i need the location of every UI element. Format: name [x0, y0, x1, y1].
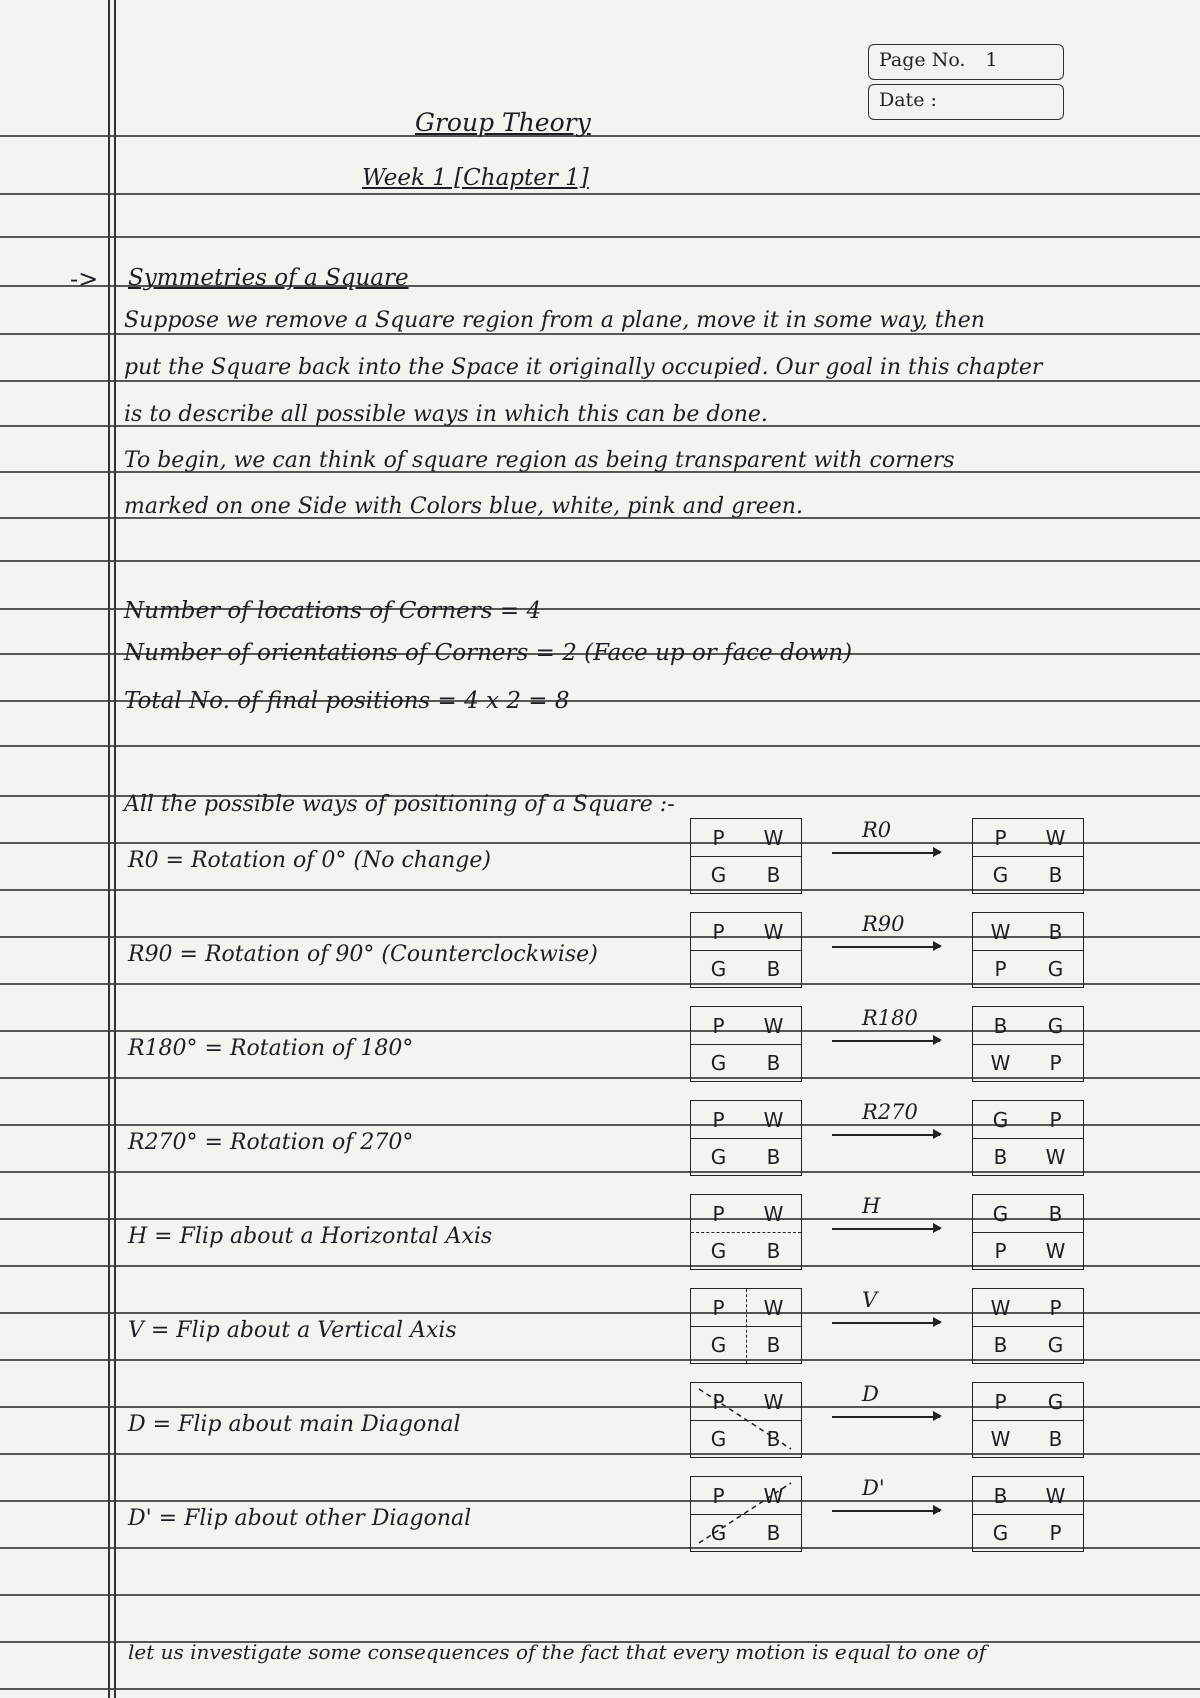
operation-arrow: [832, 1228, 940, 1230]
corner-label: W: [990, 1295, 1011, 1320]
before-square: [690, 1006, 802, 1082]
corner-label: P: [1049, 1050, 1062, 1075]
square-divider: [691, 950, 801, 951]
margin-line-left-2: [114, 0, 116, 1698]
corner-label: W: [1045, 1483, 1066, 1508]
square-divider: [973, 1326, 1083, 1327]
corner-label: B: [766, 1332, 781, 1357]
intro-line-3: is to describe all possible ways in which this can be done.: [124, 402, 768, 427]
square-divider: [691, 1044, 801, 1045]
corner-label: P: [712, 1107, 725, 1132]
square-divider: [973, 856, 1083, 857]
corner-label: G: [1047, 1389, 1064, 1414]
operation-label: V: [862, 1288, 878, 1312]
after-square: [972, 1288, 1084, 1364]
corner-label: B: [1048, 1201, 1063, 1226]
ruled-line: [0, 745, 1200, 747]
after-square: [972, 818, 1084, 894]
after-square: [972, 912, 1084, 988]
operation-label: H: [862, 1194, 881, 1218]
corner-label: W: [1045, 1144, 1066, 1169]
square-divider: [691, 1138, 801, 1139]
corner-label: P: [712, 919, 725, 944]
square-divider: [973, 1420, 1083, 1421]
diagonal-axis-line: [691, 1477, 799, 1549]
corner-label: B: [1048, 1426, 1063, 1451]
before-square: [690, 1288, 802, 1364]
corner-label: W: [1045, 825, 1066, 850]
corner-label: W: [763, 1389, 784, 1414]
corner-label: G: [710, 1050, 727, 1075]
corner-label: W: [990, 1050, 1011, 1075]
corner-label: B: [766, 1520, 781, 1545]
count-line-2: Number of orientations of Corners = 2 (Face up or face down): [124, 640, 853, 666]
operation-label: R90: [862, 912, 905, 936]
corner-label: W: [763, 919, 784, 944]
corner-label: W: [1045, 1238, 1066, 1263]
ruled-line: [0, 236, 1200, 238]
ruled-line: [0, 1688, 1200, 1690]
square-divider: [691, 1232, 801, 1233]
corner-label: B: [766, 862, 781, 887]
intro-line-4: To begin, we can think of square region as being transparent with corners: [124, 448, 955, 473]
ruled-line: [0, 380, 1200, 382]
before-square: [690, 912, 802, 988]
corner-label: B: [993, 1332, 1008, 1357]
corner-label: W: [763, 1107, 784, 1132]
intro-line-5: marked on one Side with Colors blue, white, pink and green.: [124, 494, 803, 519]
page-title: Group Theory: [415, 108, 591, 137]
square-divider: [973, 1232, 1083, 1233]
operation-label: D': [862, 1476, 885, 1500]
corner-label: G: [992, 862, 1009, 887]
operation-label: R0: [862, 818, 892, 842]
margin-line-left: [108, 0, 110, 1698]
corner-label: W: [763, 1295, 784, 1320]
before-square: [690, 1194, 802, 1270]
corner-label: W: [763, 1483, 784, 1508]
after-square: [972, 1382, 1084, 1458]
corner-label: P: [712, 825, 725, 850]
date-box: [868, 84, 1064, 120]
ruled-line: [0, 193, 1200, 195]
corner-label: B: [766, 956, 781, 981]
corner-label: P: [1049, 1520, 1062, 1545]
corner-label: P: [712, 1201, 725, 1226]
corner-label: P: [1049, 1107, 1062, 1132]
operation-label: D: [862, 1382, 879, 1406]
motion-description: D' = Flip about other Diagonal: [128, 1506, 472, 1531]
corner-label: P: [712, 1013, 725, 1038]
operation-arrow: [832, 1134, 940, 1136]
date-label: Date :: [879, 89, 937, 111]
corner-label: P: [712, 1295, 725, 1320]
operation-label: R180: [862, 1006, 918, 1030]
after-square: [972, 1194, 1084, 1270]
page-number-value: 1: [985, 49, 998, 71]
operation-label: R270: [862, 1100, 918, 1124]
motion-description: R270° = Rotation of 270°: [128, 1130, 414, 1155]
after-square: [972, 1100, 1084, 1176]
corner-label: P: [994, 956, 1007, 981]
after-square: [972, 1006, 1084, 1082]
corner-label: G: [710, 1332, 727, 1357]
ways-heading: All the possible ways of positioning of a Square :-: [124, 792, 675, 817]
square-divider: [973, 950, 1083, 951]
square-divider: [973, 1044, 1083, 1045]
corner-label: G: [992, 1107, 1009, 1132]
motion-description: R0 = Rotation of 0° (No change): [128, 848, 491, 873]
section-heading: Symmetries of a Square: [128, 265, 409, 291]
corner-label: B: [766, 1050, 781, 1075]
before-square: [690, 818, 802, 894]
vertical-axis-line: [746, 1289, 747, 1363]
motion-description: D = Flip about main Diagonal: [128, 1412, 461, 1437]
corner-label: W: [763, 1201, 784, 1226]
section-marker: ->: [70, 265, 99, 293]
after-square: [972, 1476, 1084, 1552]
corner-label: B: [766, 1426, 781, 1451]
operation-arrow: [832, 946, 940, 948]
operation-arrow: [832, 1510, 940, 1512]
before-square: [690, 1382, 802, 1458]
corner-label: G: [1047, 1332, 1064, 1357]
corner-label: G: [1047, 1013, 1064, 1038]
corner-label: G: [710, 956, 727, 981]
corner-label: P: [994, 1389, 1007, 1414]
ruled-line: [0, 333, 1200, 335]
square-divider: [973, 1138, 1083, 1139]
corner-label: B: [993, 1144, 1008, 1169]
motion-description: H = Flip about a Horizontal Axis: [128, 1224, 493, 1249]
corner-label: G: [710, 1426, 727, 1451]
corner-label: W: [763, 825, 784, 850]
corner-label: G: [992, 1201, 1009, 1226]
corner-label: G: [710, 1238, 727, 1263]
corner-label: P: [994, 825, 1007, 850]
corner-label: B: [766, 1238, 781, 1263]
page-number-box: [868, 44, 1064, 80]
before-square: [690, 1476, 802, 1552]
square-divider: [691, 856, 801, 857]
page-subtitle: Week 1 [Chapter 1]: [362, 165, 589, 191]
ruled-line: [0, 1594, 1200, 1596]
corner-label: G: [710, 1520, 727, 1545]
corner-label: G: [992, 1520, 1009, 1545]
corner-label: B: [1048, 919, 1063, 944]
page-number-label: Page No.: [879, 49, 966, 71]
operation-arrow: [832, 1416, 940, 1418]
diagonal-axis-line: [691, 1383, 799, 1455]
footer-line: let us investigate some consequences of the fact that every motion is equal to one of: [128, 1640, 987, 1664]
corner-label: P: [712, 1389, 725, 1414]
intro-line-1: Suppose we remove a Square region from a plane, move it in some way, then: [124, 308, 985, 333]
count-line-3: Total No. of final positions = 4 x 2 = 8: [124, 688, 570, 714]
before-square: [690, 1100, 802, 1176]
count-line-1: Number of locations of Corners = 4: [124, 598, 542, 624]
motion-description: R90 = Rotation of 90° (Counterclockwise): [128, 942, 598, 967]
motion-description: R180° = Rotation of 180°: [128, 1036, 414, 1061]
operation-arrow: [832, 1322, 940, 1324]
corner-label: W: [763, 1013, 784, 1038]
corner-label: G: [1047, 956, 1064, 981]
corner-label: P: [994, 1238, 1007, 1263]
corner-label: G: [710, 1144, 727, 1169]
corner-label: W: [990, 1426, 1011, 1451]
corner-label: G: [710, 862, 727, 887]
intro-line-2: put the Square back into the Space it originally occupied. Our goal in this chapter: [124, 355, 1043, 380]
ruled-line: [0, 135, 1200, 137]
square-divider: [973, 1514, 1083, 1515]
corner-label: B: [1048, 862, 1063, 887]
corner-label: B: [993, 1013, 1008, 1038]
corner-label: P: [712, 1483, 725, 1508]
motion-description: V = Flip about a Vertical Axis: [128, 1318, 457, 1343]
operation-arrow: [832, 1040, 940, 1042]
corner-label: P: [1049, 1295, 1062, 1320]
corner-label: B: [766, 1144, 781, 1169]
corner-label: B: [993, 1483, 1008, 1508]
operation-arrow: [832, 852, 940, 854]
ruled-line: [0, 560, 1200, 562]
corner-label: W: [990, 919, 1011, 944]
